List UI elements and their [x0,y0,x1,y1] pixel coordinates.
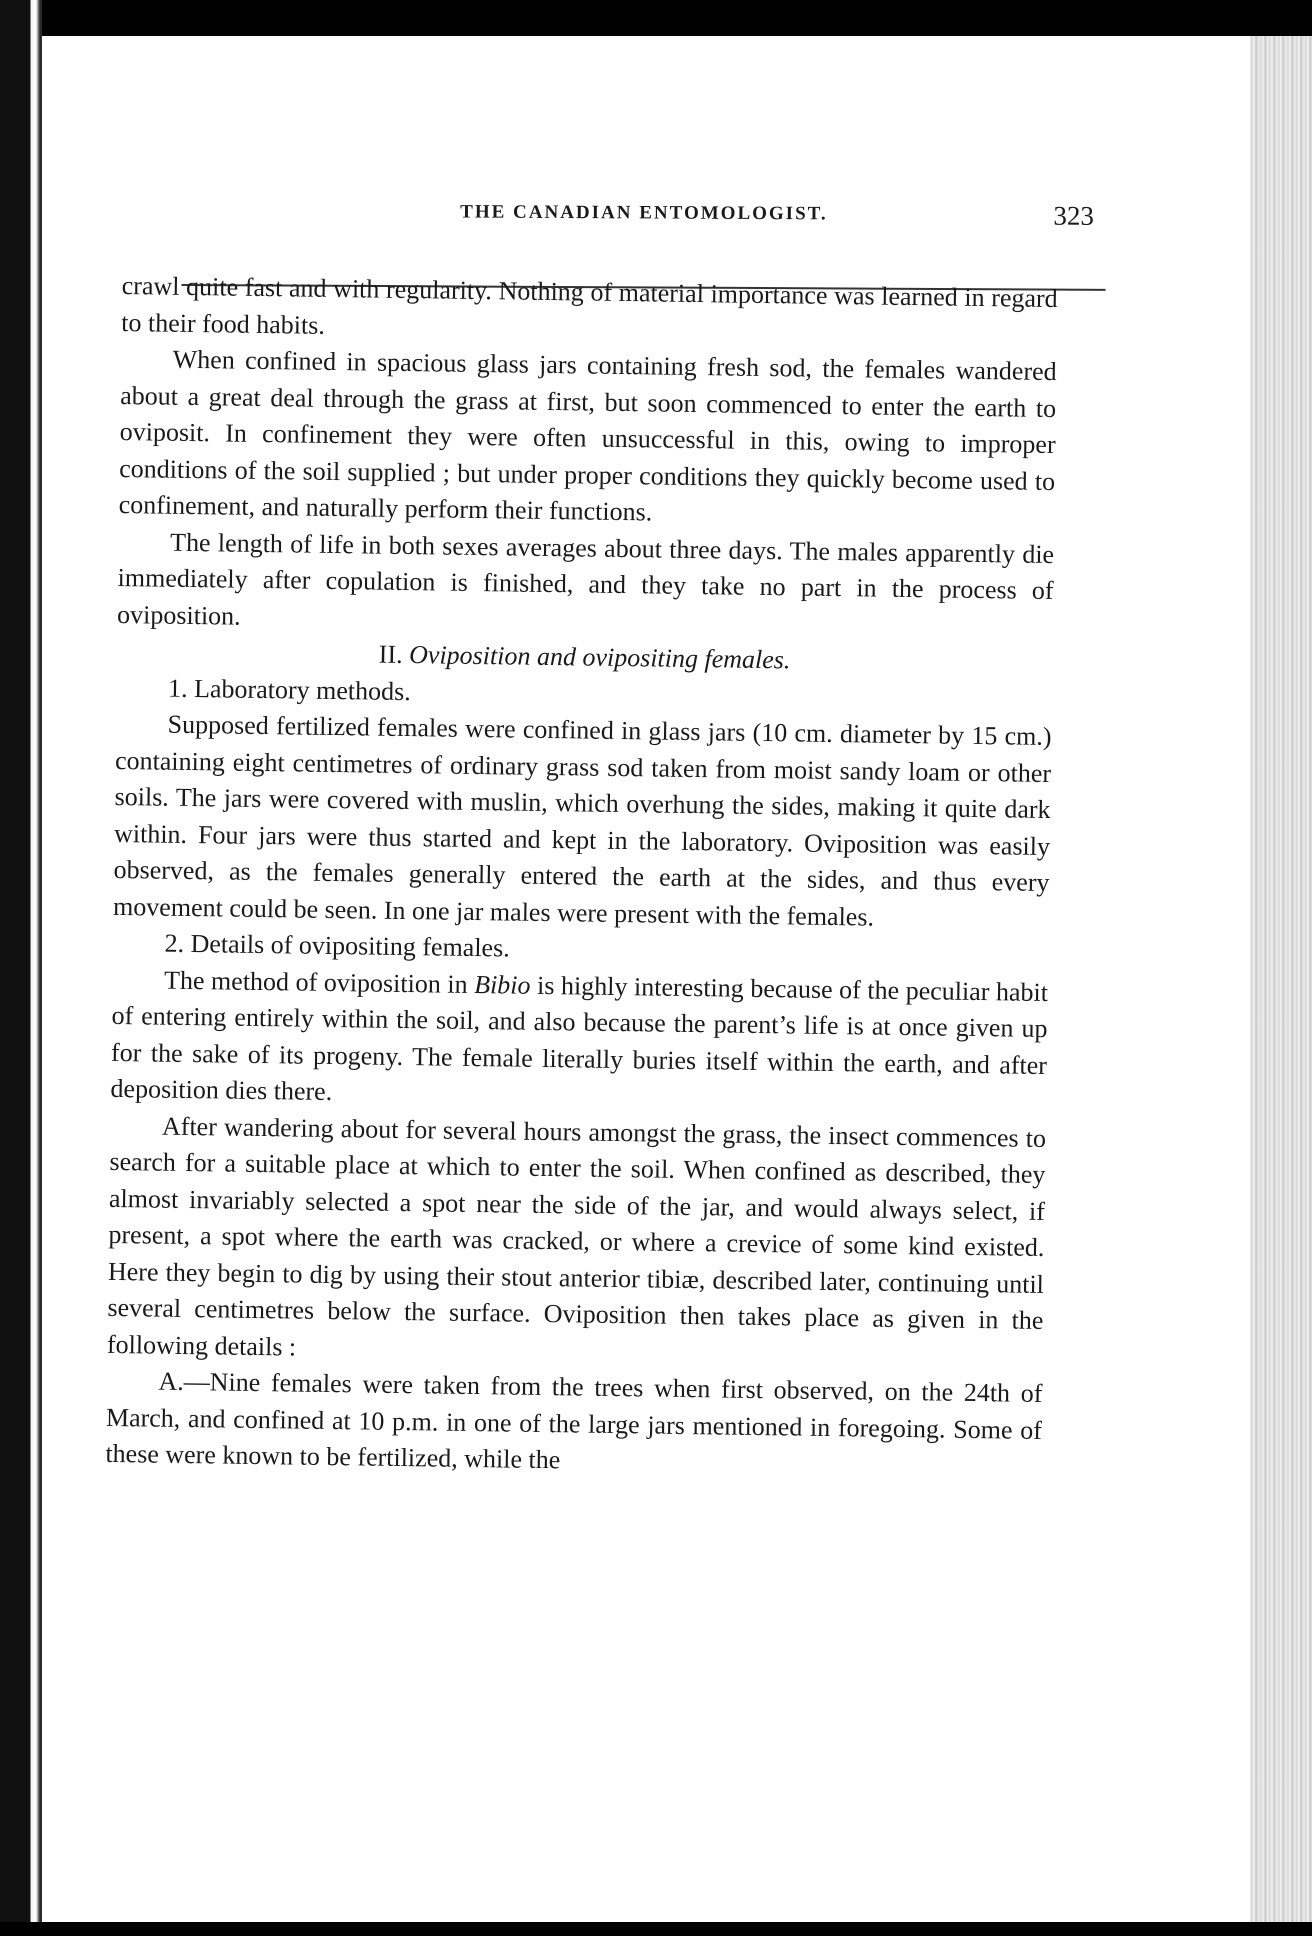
paragraph-continued: crawl quite fast and with regularity. Nothing of material importance was learned in regard to their food habits. [121,270,1058,340]
genus-name: Bibio [473,969,531,1000]
paragraph-digging: After wandering about for several hours amongst the grass, the insect commences to search for a suitable place at which to enter the soil. When confined as described, they almost invariably selected a spot near the side of the jar, and would always select, if present, a spot where the earth was cracked, or where a crevice of some kind existed. Here they begin to dig by using their stout anterior tibiæ, described later, continuing until several centimetres below the surface. Oviposition then takes place as given in the following details : [106,1111,1047,1362]
paragraph-text: is highly interesting because of the peculiar habit of entering entirely within the soil, and also because the parent’s life is at once given up for the sake of its progeny. The female literally buries itself within the earth, and after deposition dies there. [110,970,1049,1107]
body-text [105,268,1058,1485]
section-title: Oviposition and ovipositing females. [408,640,791,675]
section-numeral: II. [378,639,403,669]
subheading-laboratory-methods: 1. Laboratory methods. [167,673,411,706]
paragraph-observation-a: A.—Nine females were taken from the trees when first observed, on the 24th of March, and confined at 10 p.m. in one of the large jars mentioned in foregoing. Some of these were known to be fertilized, while the [105,1366,1043,1475]
paragraph-confinement: When confined in spacious glass jars containing fresh sod, the females wandered about a great deal through the grass at first, but soon commenced to enter the earth to oviposit. In confinement they were often unsuccessful in this, owing to improper conditions of the soil supplied ; but under proper conditions they quickly become used to confinement, and naturally perform their functions. [118,344,1057,527]
paragraph-length-of-life: The length of life in both sexes averages about three days. The males apparently die immediately after copulation is finished, and they take no part in the process of oviposition. [116,527,1055,631]
paragraph-method-of-oviposition [110,961,1048,1120]
page-number: 323 [1053,200,1095,231]
paragraph-laboratory-methods: Supposed fertilized females were confined in glass jars (10 cm. diameter by 15 cm.) containing eight centimetres of ordinary grass sod taken from moist sandy loam or other soils. The jars were covered with muslin, which overhung the sides, making it quite dark within. Four jars were thus started and kept in the laboratory. Oviposition was easily observed, as the females generally entered the earth at the sides, and thus every movement could be seen. In one jar males were present with the females. [112,709,1052,932]
paragraph-text: The method of oviposition in [163,965,468,999]
subheading-details: 2. Details of ovipositing females. [164,928,510,963]
scan-border-left [0,0,42,1936]
running-title: THE CANADIAN ENTOMOLOGIST. [460,201,828,225]
scan-border-bottom [0,1922,1312,1936]
scan-border-top [0,0,1312,36]
page-edge-stack [1250,36,1312,1926]
